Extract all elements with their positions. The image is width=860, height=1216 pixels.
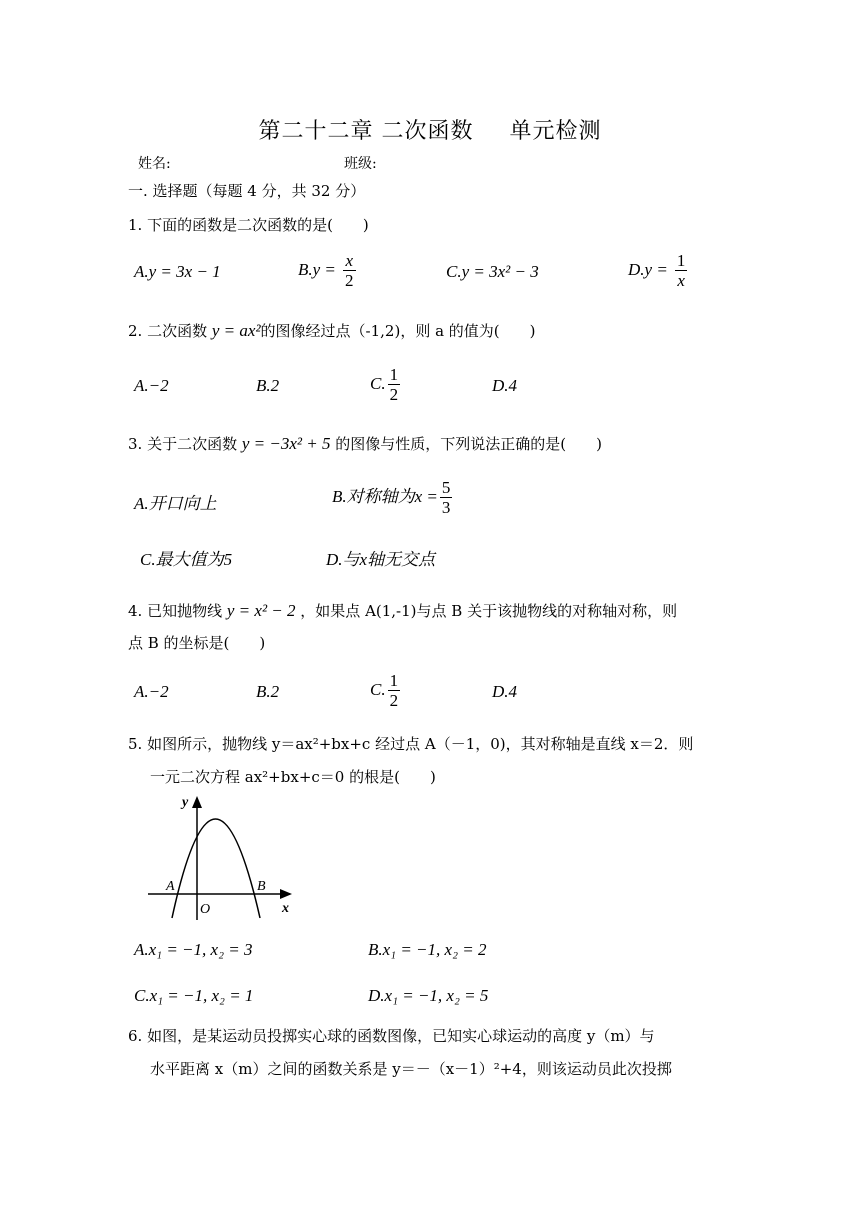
q1-option-d: D.y = $\frac{1}{x}$	[628, 251, 686, 290]
graph-label-a: A	[166, 879, 175, 894]
q2-stem: 2. 二次函数 y = ax²的图像经过点（-1,2)，则 a 的值为( )	[128, 321, 536, 340]
q4-stem-line1: 4. 已知抛物线 y = x² − 2 ，如果点 A(1,-1)与点 B 关于该抛物线的对称轴对称，则	[128, 601, 678, 620]
q6-stem-line1: 6. 如图，是某运动员投掷实心球的函数图像，已知实心球运动的高度 y（m）与	[128, 1027, 655, 1045]
q4-option-c: C. $\frac{1}{2}$	[370, 671, 399, 710]
q5-stem-line2: 一元二次方程 ax²+bx+c＝0 的根是( )	[150, 768, 436, 786]
q3-option-c: C.最大值为5	[140, 550, 233, 569]
class-label: 班级:	[344, 156, 377, 172]
q1-option-b: B.y = $\frac{x}{2}$	[298, 251, 354, 290]
q5-option-d: D.x₁ = −1, x₂ = 5	[368, 986, 489, 1005]
q2-option-a: A.−2	[134, 376, 169, 395]
q2-option-d: D.4	[492, 376, 518, 395]
q5-stem-line1: 5. 如图所示，抛物线 y＝ax²+bx+c 经过点 A（－1，0)，其对称轴是直线 x＝2．则	[128, 735, 694, 753]
graph-label-b: B	[257, 879, 266, 894]
q4-option-b: B.2	[256, 682, 280, 701]
q3-option-b: B.对称轴为x = $\frac{5}{3}$	[332, 478, 451, 517]
q4-stem-line2: 点 B 的坐标是( )	[128, 634, 266, 652]
graph-label-y: y	[182, 795, 189, 810]
q4-option-d: D.4	[492, 682, 518, 701]
section-heading: 一. 选择题（每题 4 分，共 32 分）	[128, 182, 366, 200]
graph-label-x: x	[282, 901, 289, 916]
q3-option-a: A.开口向上	[134, 494, 217, 513]
graph-label-o: O	[200, 902, 211, 917]
q5-parabola-graph	[140, 790, 310, 925]
q6-stem-line2: 水平距离 x（m）之间的函数关系是 y＝－（x－1）²+4，则该运动员此次投掷	[150, 1060, 672, 1078]
title-unit-test: 单元检测	[509, 119, 602, 144]
q5-option-a: A.x₁ = −1, x₂ = 3	[134, 940, 253, 959]
q2-option-c: C. $\frac{1}{2}$	[370, 365, 399, 404]
q5-option-b: B.x₁ = −1, x₂ = 2	[368, 940, 487, 959]
parabola-curve	[172, 819, 260, 918]
q4-option-a: A.−2	[134, 682, 169, 701]
q3-option-d: D.与x轴无交点	[326, 550, 436, 569]
name-label: 姓名:	[138, 156, 171, 172]
page-title	[0, 114, 860, 145]
q1-stem: 1. 下面的函数是二次函数的是( )	[128, 216, 369, 234]
y-axis-arrow	[192, 796, 202, 808]
q2-option-b: B.2	[256, 376, 280, 395]
x-axis-arrow	[280, 889, 292, 899]
q5-option-c: C.x₁ = −1, x₂ = 1	[134, 986, 254, 1005]
title-chapter: 第二十二章 二次函数	[258, 119, 474, 144]
q1-option-c: C.y = 3x² − 3	[446, 262, 539, 281]
q3-stem: 3. 关于二次函数 y = −3x² + 5 的图像与性质，下列说法正确的是( )	[128, 434, 602, 453]
q1-option-a: A.y = 3x − 1	[134, 262, 221, 281]
